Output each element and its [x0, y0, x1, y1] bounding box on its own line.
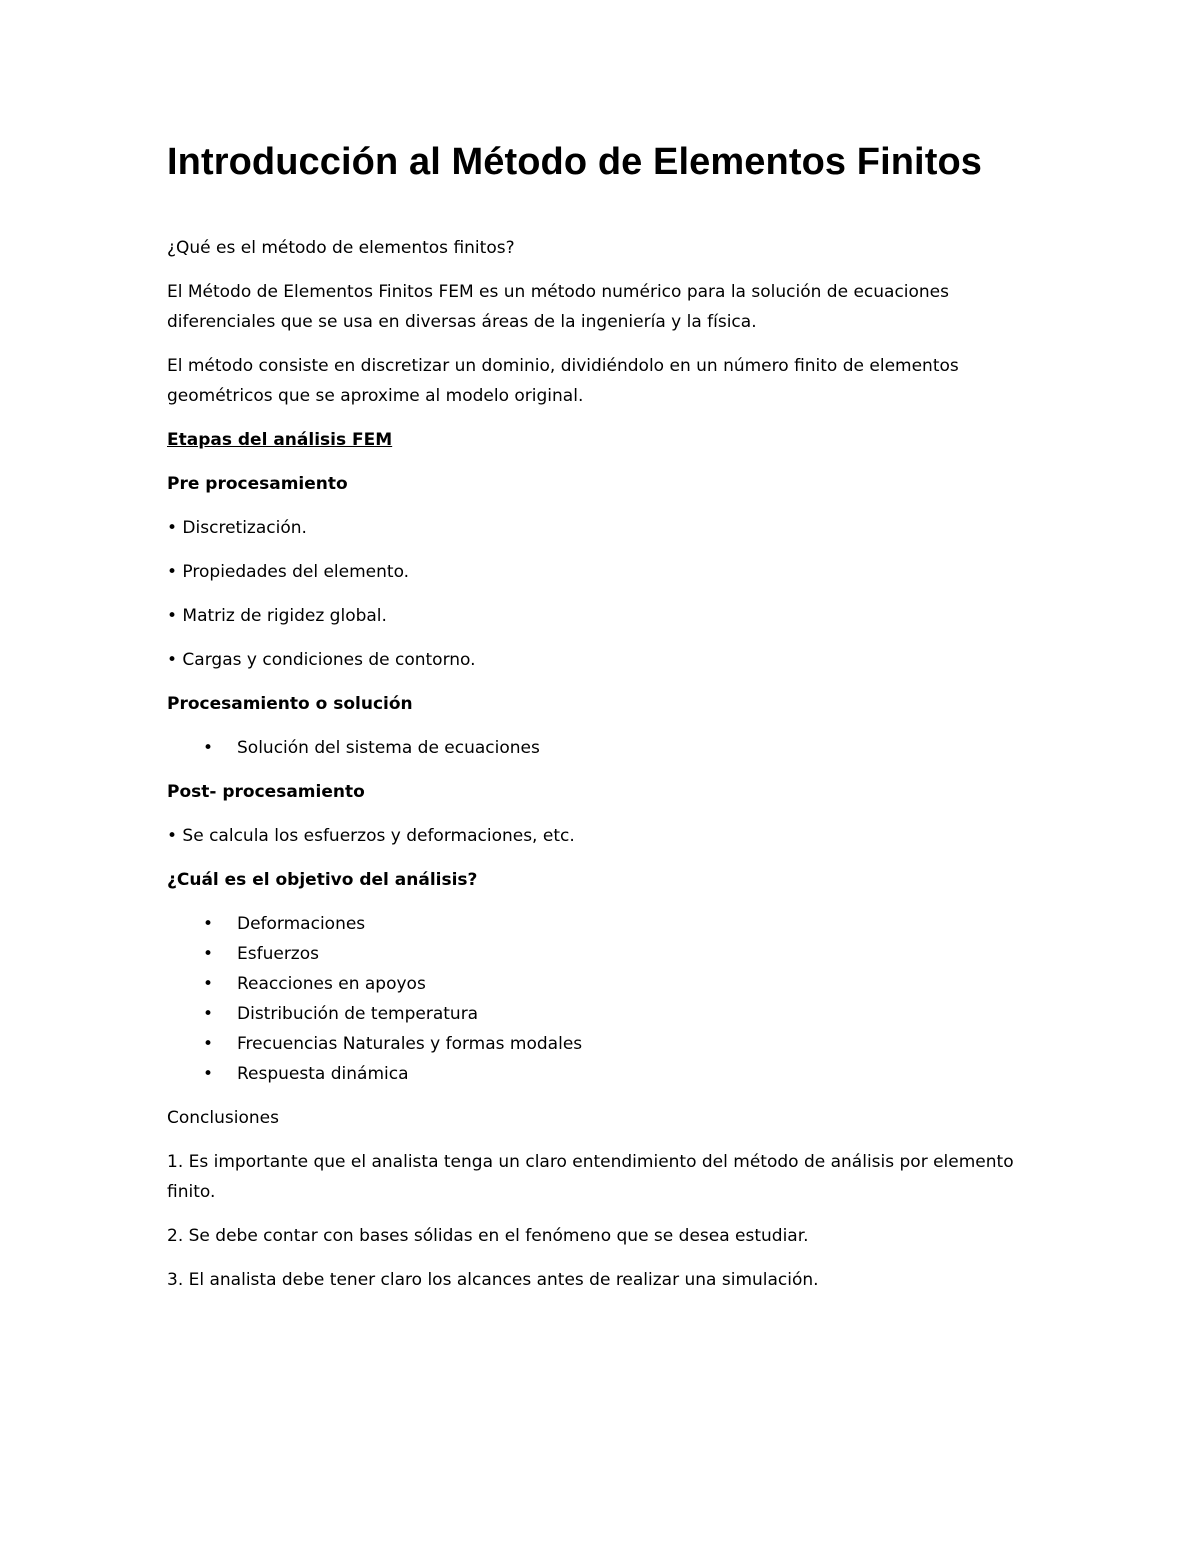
document-body [167, 140, 1047, 1309]
pre-item: • Matriz de rigidez global. [167, 606, 387, 626]
list-item: • Distribución de temperatura [167, 999, 1047, 1029]
paragraph-definition: El Método de Elementos Finitos FEM es un método numérico para la solución de ecuaciones diferenciales que se usa en diversas áreas de la ingeniería y la física. [167, 282, 949, 332]
document-title: Introducción al Método de Elementos Finitos [167, 141, 983, 183]
bullet-icon: • [203, 944, 214, 964]
list-item: • Solución del sistema de ecuaciones [167, 733, 1047, 763]
post-item: • Se calcula los esfuerzos y deformaciones, etc. [167, 826, 575, 846]
list-item: • Deformaciones [167, 909, 1047, 939]
paragraph-method: El método consiste en discretizar un dominio, dividiéndolo en un número finito de elementos geométricos que se aproxime al modelo original. [167, 356, 959, 406]
conclusions-heading: Conclusiones [167, 1108, 279, 1128]
stages-heading: Etapas del análisis FEM [167, 430, 393, 450]
question-what-is-fem: ¿Qué es el método de elementos finitos? [167, 238, 515, 258]
bullet-icon: • [203, 738, 214, 758]
bullet-icon: • [203, 1004, 214, 1024]
processing-heading: Procesamiento o solución [167, 694, 413, 714]
objective-heading: ¿Cuál es el objetivo del análisis? [167, 870, 478, 890]
list-item: • Frecuencias Naturales y formas modales [167, 1029, 1047, 1059]
bullet-icon: • [203, 914, 214, 934]
conclusion-item: 3. El analista debe tener claro los alcances antes de realizar una simulación. [167, 1270, 819, 1290]
list-item: • Esfuerzos [167, 939, 1047, 969]
list-item: • Respuesta dinámica [167, 1059, 1047, 1089]
pre-item: • Discretización. [167, 518, 307, 538]
conclusion-item: 1. Es importante que el analista tenga un claro entendimiento del método de análisis por elemento finito. [167, 1152, 1014, 1202]
objective-list [167, 909, 1047, 1089]
bullet-icon: • [203, 1064, 214, 1084]
pre-item: • Propiedades del elemento. [167, 562, 410, 582]
pre-item: • Cargas y condiciones de contorno. [167, 650, 476, 670]
bullet-icon: • [203, 974, 214, 994]
processing-list [167, 733, 1047, 763]
pre-processing-heading: Pre procesamiento [167, 474, 348, 494]
list-item: • Reacciones en apoyos [167, 969, 1047, 999]
conclusion-item: 2. Se debe contar con bases sólidas en el fenómeno que se desea estudiar. [167, 1226, 809, 1246]
bullet-icon: • [203, 1034, 214, 1054]
post-processing-heading: Post- procesamiento [167, 782, 365, 802]
